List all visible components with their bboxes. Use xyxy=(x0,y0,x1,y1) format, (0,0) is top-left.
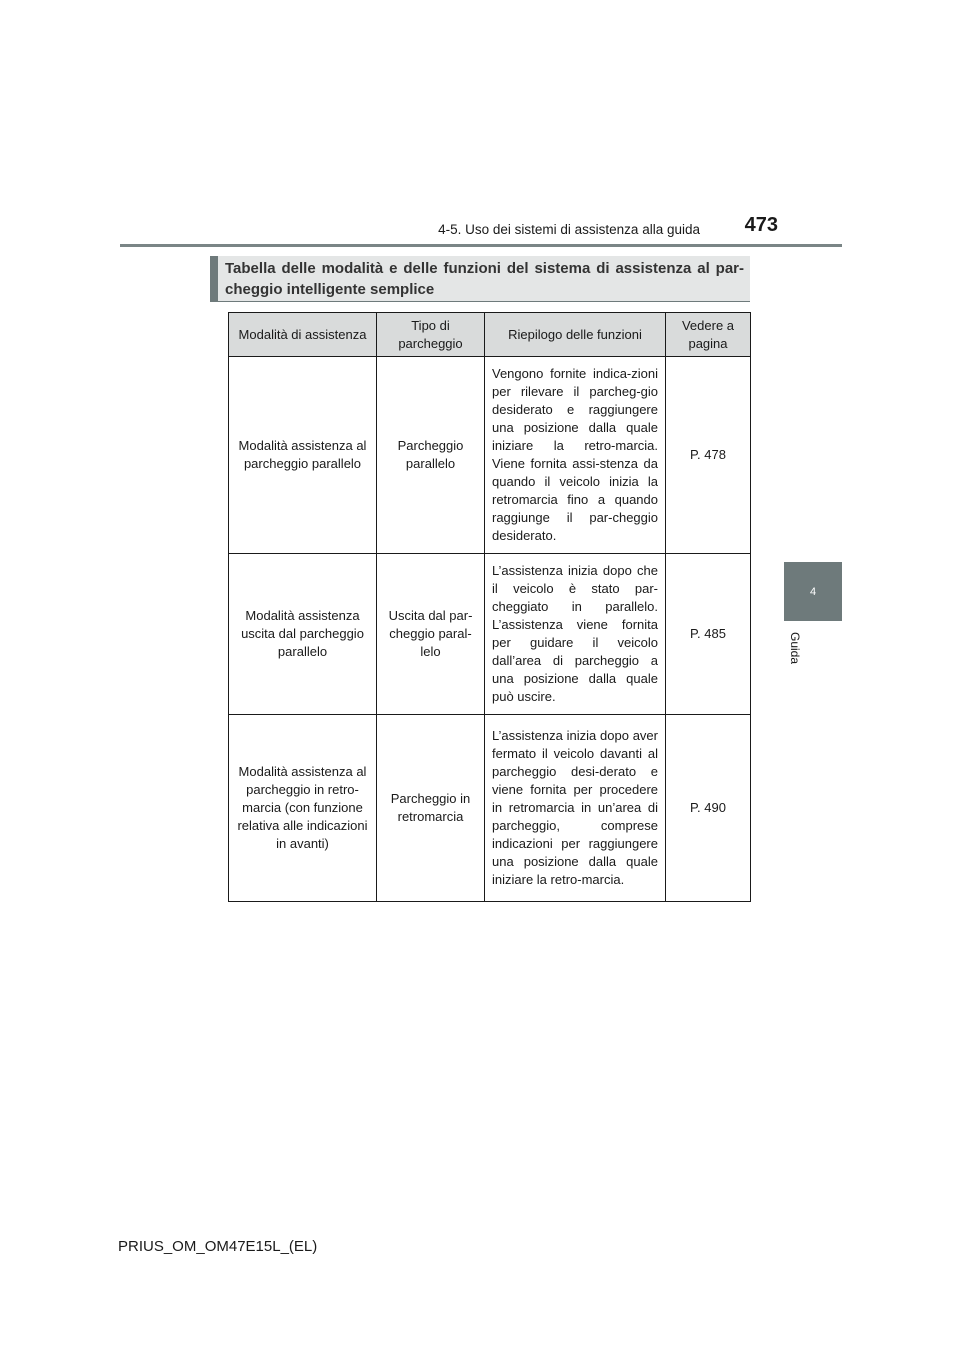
header-mode: Modalità di assistenza xyxy=(229,313,377,357)
cell-type: Uscita dal par-cheggio paral-lelo xyxy=(377,554,485,715)
page-number: 473 xyxy=(744,214,778,236)
header-type: Tipo di parcheggio xyxy=(377,313,485,357)
chapter-number: 4 xyxy=(809,585,817,598)
running-header: 4-5. Uso dei sistemi di assistenza alla guida xyxy=(438,222,700,237)
table-row xyxy=(229,357,751,554)
chapter-label: Guida xyxy=(788,632,802,665)
cell-mode: Modalità assistenza al parcheggio in retro-marcia (con funzione relativa alle indicazioni in avanti) xyxy=(229,715,377,902)
cell-mode: Modalità assistenza al parcheggio parallelo xyxy=(229,357,377,554)
table-row xyxy=(229,715,751,902)
document-code: PRIUS_OM_OM47E15L_(EL) xyxy=(118,1238,318,1255)
header-divider xyxy=(120,244,842,247)
chapter-tab xyxy=(784,562,842,621)
table-header-row xyxy=(229,313,751,357)
cell-mode: Modalità assistenza uscita dal parcheggio parallelo xyxy=(229,554,377,715)
cell-page: P. 485 xyxy=(666,554,751,715)
section-heading-bar xyxy=(210,256,218,301)
header-page: Vedere a pagina xyxy=(666,313,751,357)
cell-type: Parcheggio in retromarcia xyxy=(377,715,485,902)
cell-summary: Vengono fornite indica-zioni per rilevare il parcheg-gio desiderato e raggiungere una posizione dalla quale iniziare la retro-marcia. Viene fornita assi-stenza da quando il veicolo inizia la retromarcia fino a quando raggiunge il par-cheggio desiderato. xyxy=(485,357,666,554)
assist-modes-table xyxy=(228,312,751,902)
section-title: Tabella delle modalità e delle funzioni del sistema di assistenza al par-cheggio intelligente semplice xyxy=(225,260,744,298)
section-heading-box xyxy=(210,256,750,302)
cell-summary: L’assistenza inizia dopo aver fermato il veicolo davanti al parcheggio desi-derato e viene fornita per procedere in retromarcia in un’area di parcheggio, comprese indicazioni per raggiungere una posizione dalla quale iniziare la retro-marcia. xyxy=(485,715,666,902)
cell-type: Parcheggio parallelo xyxy=(377,357,485,554)
cell-summary: L’assistenza inizia dopo che il veicolo è stato par-cheggiato in parallelo. L’assistenza viene fornita per guidare il veicolo dall’area di parcheggio a una posizione dalla quale può uscire. xyxy=(485,554,666,715)
header-summary: Riepilogo delle funzioni xyxy=(485,313,666,357)
cell-page: P. 490 xyxy=(666,715,751,902)
cell-page: P. 478 xyxy=(666,357,751,554)
table-row xyxy=(229,554,751,715)
